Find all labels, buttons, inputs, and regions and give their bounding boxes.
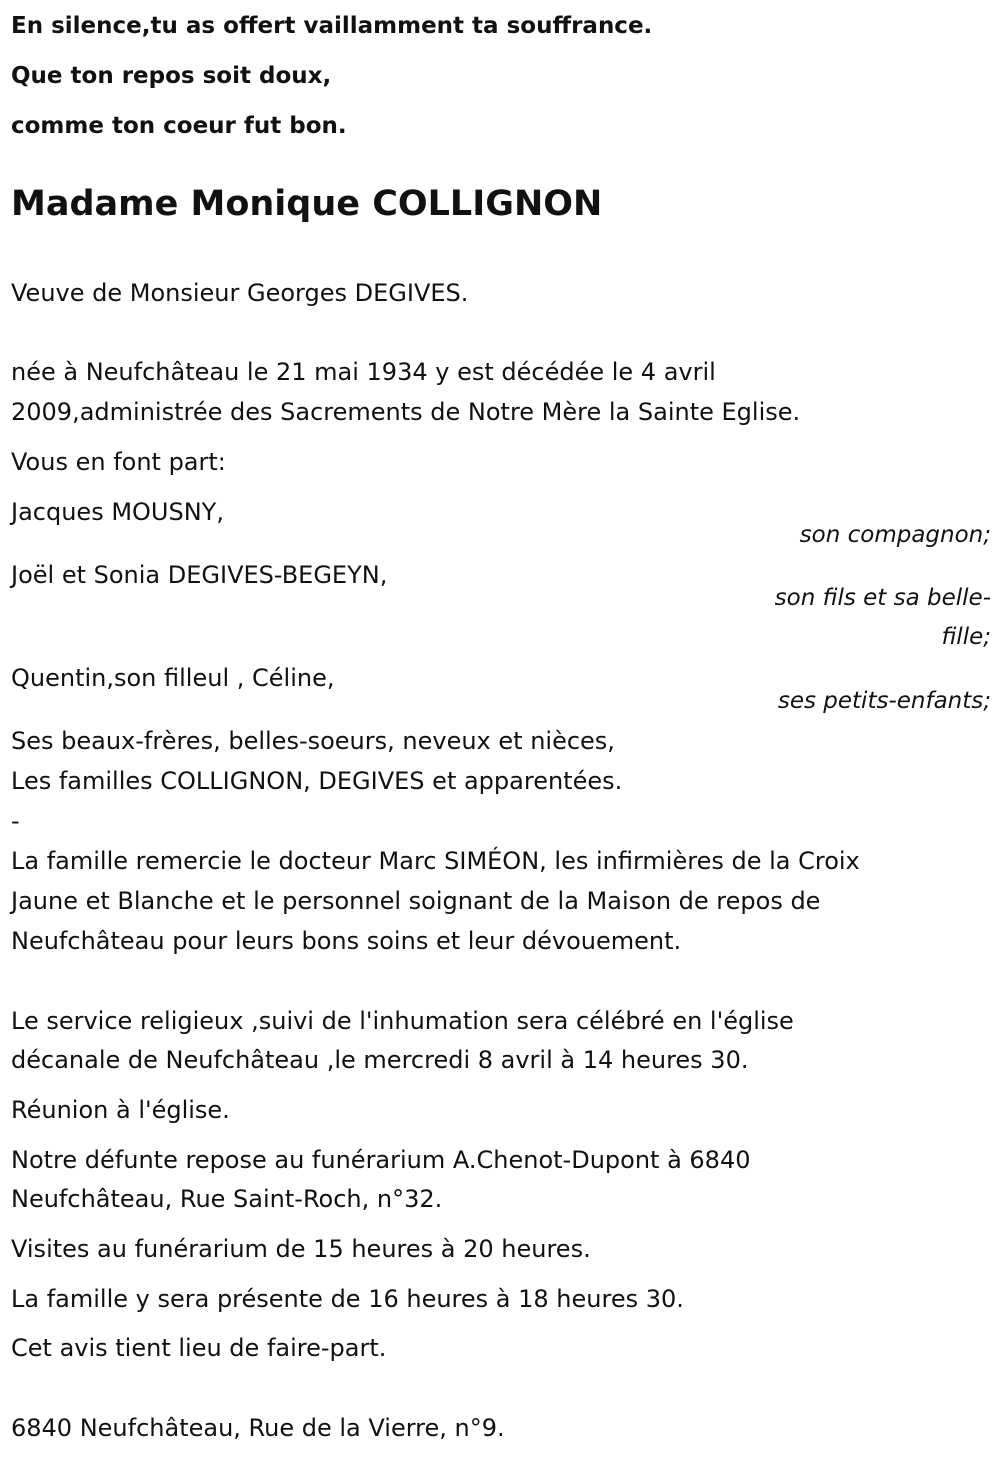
rest-place-line-2: Neufchâteau, Rue Saint-Roch, n°32. [11,1185,443,1213]
thanks-line-1: La famille remercie le docteur Marc SIMÉON, les infirmières de la Croix [11,847,860,875]
extended-family-line-1: Ses beaux-frères, belles-soeurs, neveux et nièces, [11,727,615,755]
family-member-3-names: Quentin,son filleul , Céline, [11,664,335,692]
service-line-2: décanale de Neufchâteau ,le mercredi 8 avril à 14 heures 30. [11,1046,749,1074]
separator-dash: - [11,807,20,835]
birth-death-line-2: 2009,administrée des Sacrements de Notre Mère la Sainte Eglise. [11,398,801,426]
service-line-1: Le service religieux ,suivi de l'inhumation sera célébré en l'église [11,1007,794,1035]
verse-line-3: comme ton coeur fut bon. [11,113,347,139]
verse-line-1: En silence,tu as offert vaillamment ta souffrance. [11,13,653,39]
family-member-2-role-line-1: son fils et sa belle- [774,585,991,611]
family-presence-text: La famille y sera présente de 16 heures à 18 heures 30. [11,1285,684,1313]
birth-death-line-1: née à Neufchâteau le 21 mai 1934 y est décédée le 4 avril [11,358,716,386]
family-member-1-role: son compagnon; [799,522,991,548]
widow-of-text: Veuve de Monsieur Georges DEGIVES. [11,279,469,307]
meeting-text: Réunion à l'église. [11,1096,230,1124]
family-member-2-names: Joël et Sonia DEGIVES-BEGEYN, [11,561,388,589]
rest-place-line-1: Notre défunte repose au funérarium A.Chenot-Dupont à 6840 [11,1146,751,1174]
verse-line-2: Que ton repos soit doux, [11,63,332,89]
family-member-3-role: ses petits-enfants; [777,688,991,714]
address-text: 6840 Neufchâteau, Rue de la Vierre, n°9. [11,1414,505,1442]
extended-family-line-2: Les familles COLLIGNON, DEGIVES et apparentées. [11,767,623,795]
family-member-2-role-line-2: fille; [941,624,991,650]
notice-text: Cet avis tient lieu de faire-part. [11,1334,387,1362]
thanks-line-3: Neufchâteau pour leurs bons soins et leur dévouement. [11,927,682,955]
family-member-1-names: Jacques MOUSNY, [11,498,224,526]
thanks-line-2: Jaune et Blanche et le personnel soignant de la Maison de repos de [11,887,821,915]
visits-text: Visites au funérarium de 15 heures à 20 heures. [11,1235,591,1263]
announce-intro: Vous en font part: [11,448,226,476]
deceased-name: Madame Monique COLLIGNON [11,184,603,224]
